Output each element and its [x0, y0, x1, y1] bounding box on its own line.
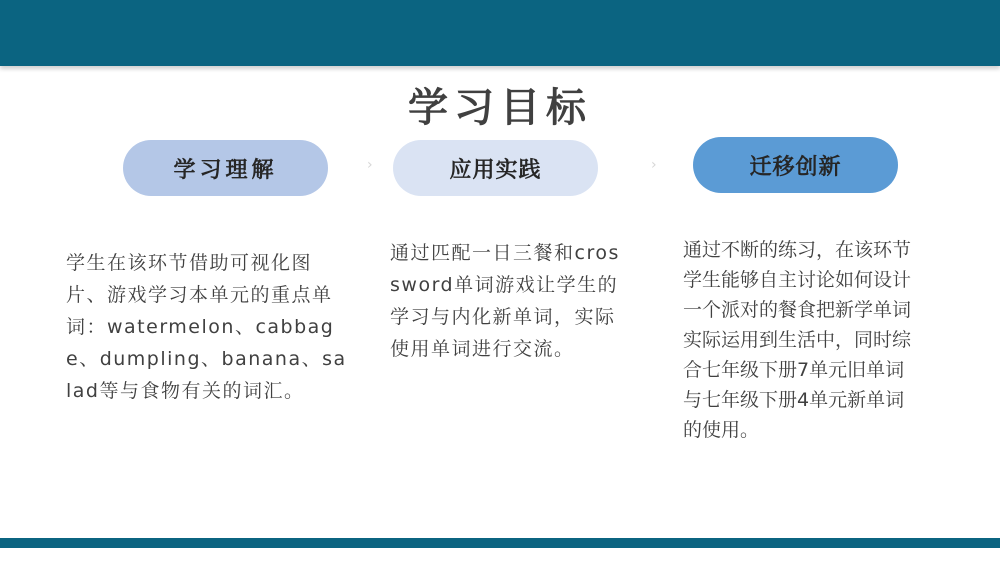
step-pill-innovation: 迁移创新 [693, 137, 898, 193]
chevron-right-icon: › [367, 157, 373, 173]
step-description-innovation: 通过不断的练习，在该环节学生能够自主讨论如何设计一个派对的餐食把新学单词实际运用到生活中，同时综合七年级下册7单元旧单词与七年级下册4单元新单词的使用。 [683, 239, 912, 441]
header-bar [0, 0, 1000, 66]
footer-bar [0, 538, 1000, 548]
step-description-understanding: 学生在该环节借助可视化图片、游戏学习本单元的重点单词：watermelon、cabbage、dumpling、banana、salad等与食物有关的词汇。 [66, 252, 347, 402]
step-description-practice: 通过匹配一日三餐和crossword单词游戏让学生的学习与内化新单词，实际使用单词进行交流。 [390, 242, 620, 360]
step-pill-practice: 应用实践 [393, 140, 598, 196]
chevron-right-icon: › [651, 157, 657, 173]
slide-title: 学习目标 [408, 85, 592, 131]
step-pill-understanding: 学习理解 [123, 140, 328, 196]
